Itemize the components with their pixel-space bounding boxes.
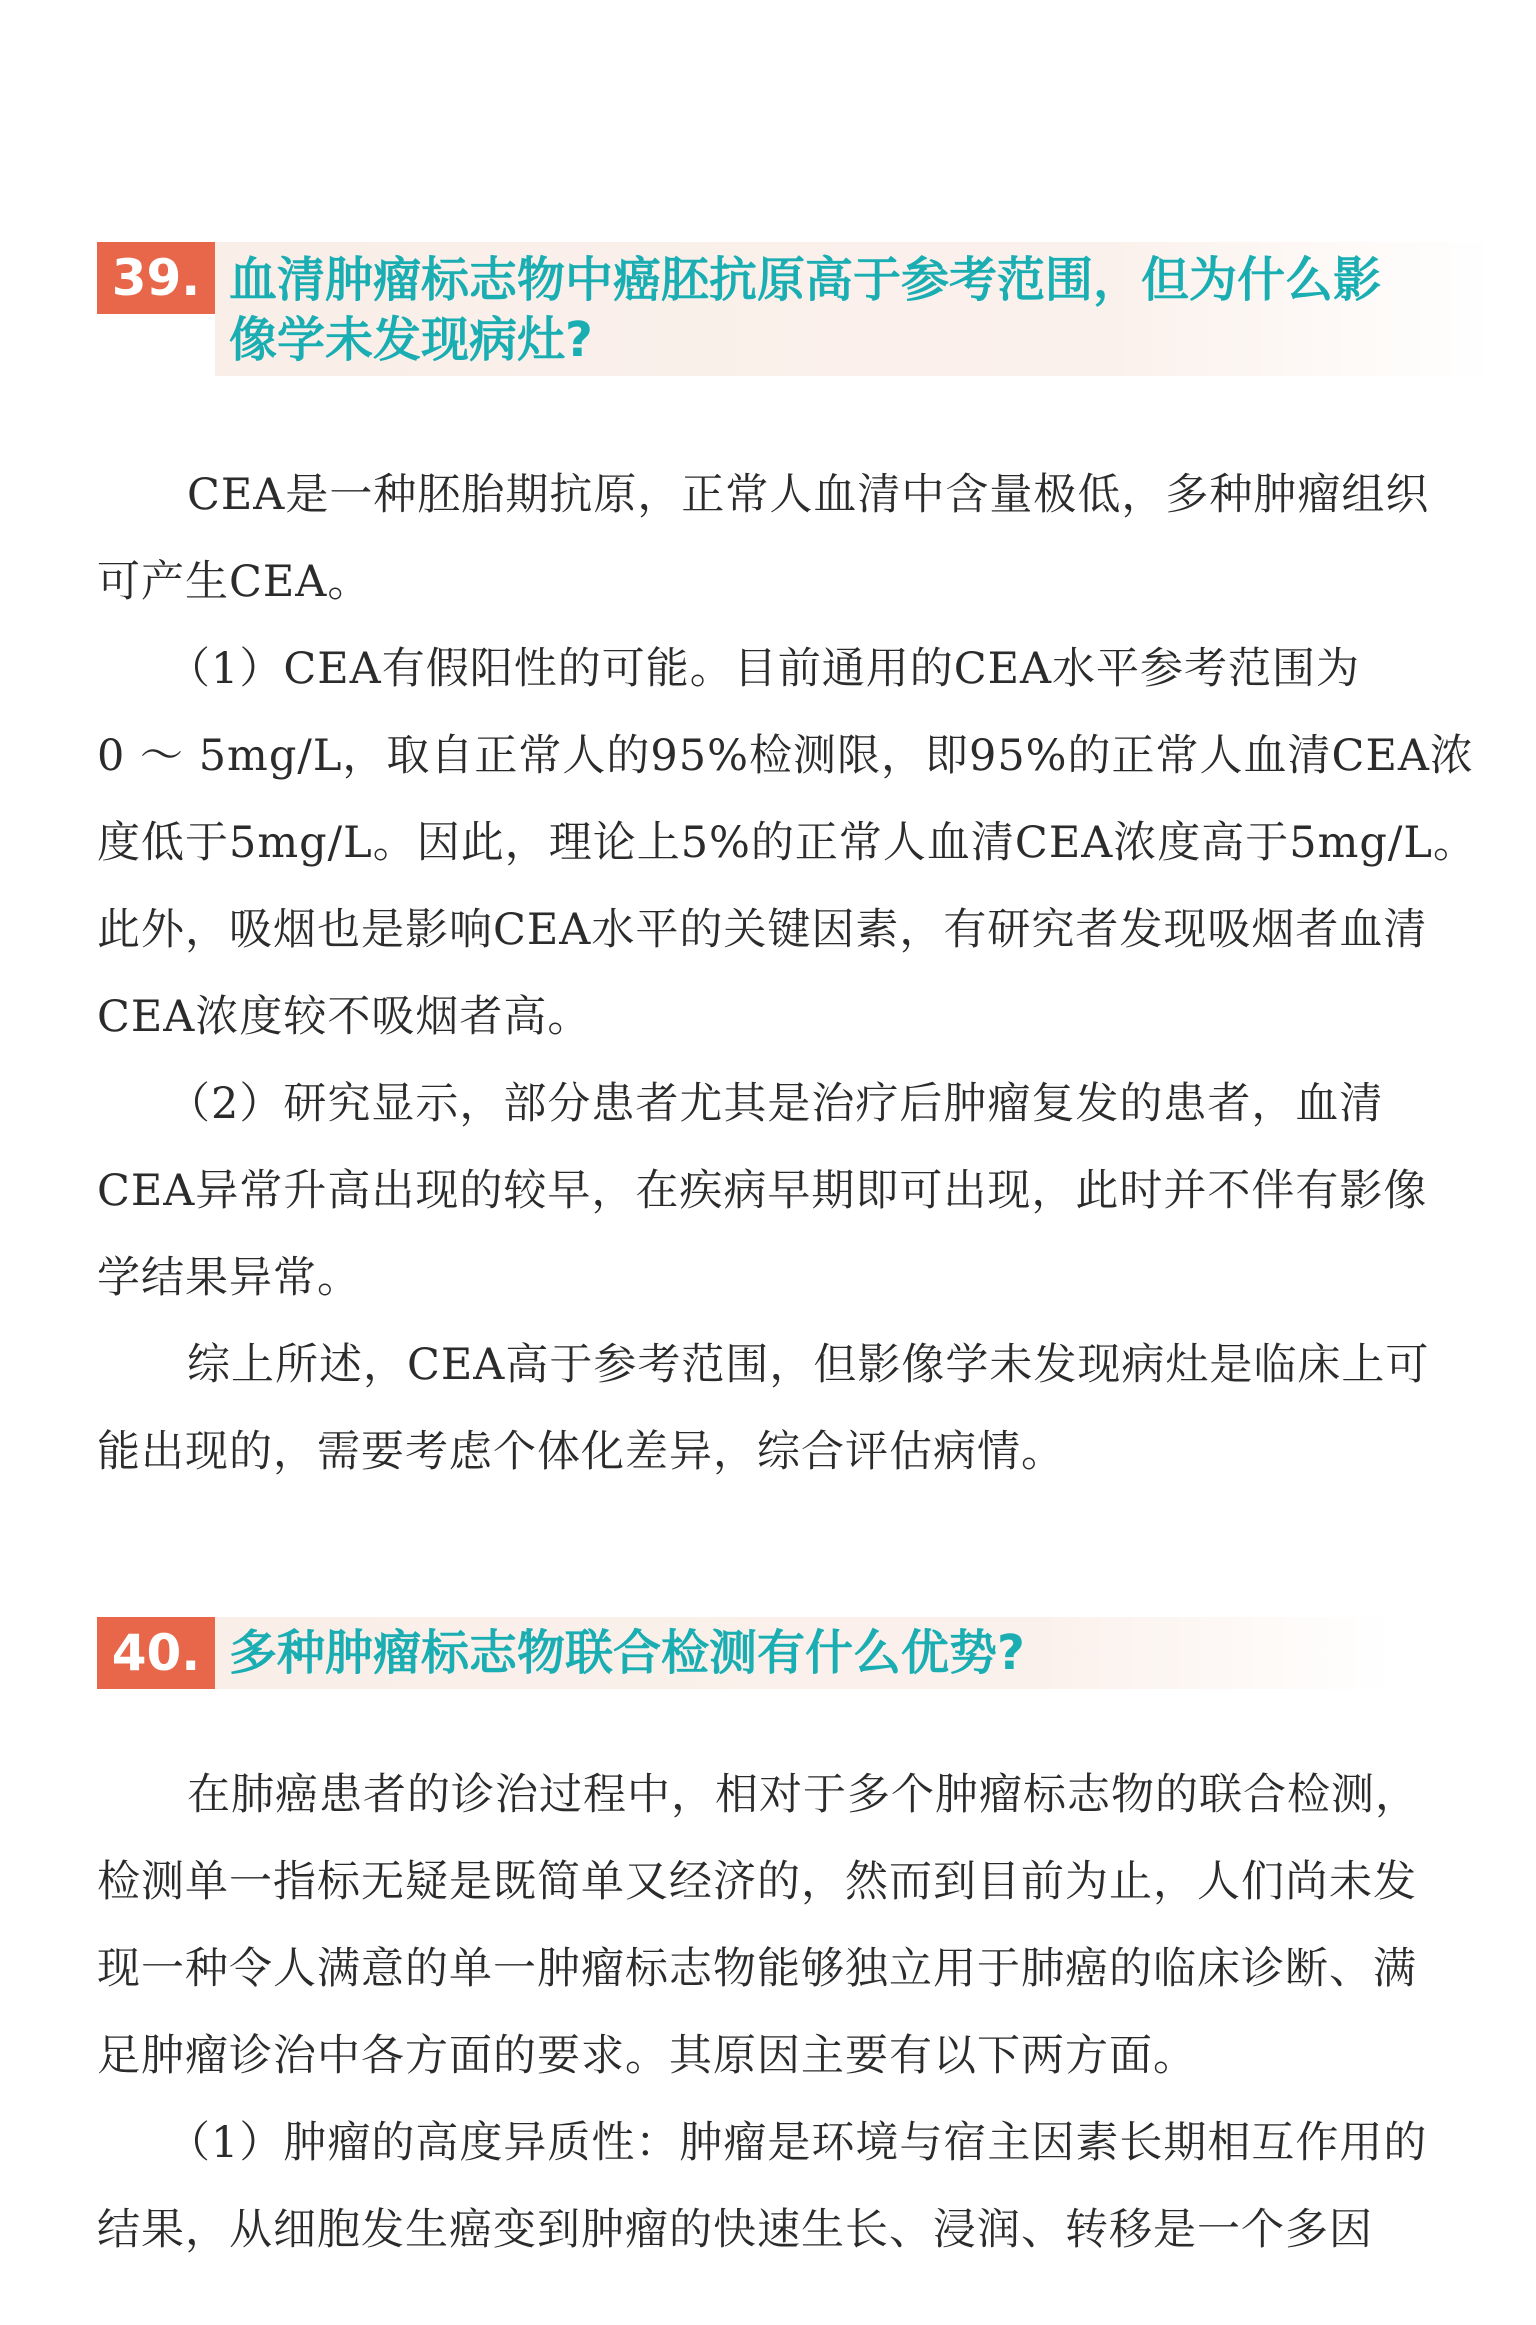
paragraph-line: 能出现的，需要考虑个体化差异，综合评估病情。 (97, 1427, 1065, 1477)
paragraph-line: 0 ～ 5mg/L，取自正常人的95%检测限，即95%的正常人血清CEA浓 (97, 731, 1474, 781)
paragraph-line: 现一种令人满意的单一肿瘤标志物能够独立用于肺癌的临床诊断、满 (97, 1944, 1417, 1994)
section-40-paragraph-1 (97, 1752, 1477, 2100)
paragraph-line: 在肺癌患者的诊治过程中，相对于多个肿瘤标志物的联合检测， (187, 1770, 1419, 1820)
paragraph-line: 综上所述，CEA高于参考范围，但影像学未发现病灶是临床上可 (187, 1340, 1430, 1390)
paragraph-line: CEA异常升高出现的较早，在疾病早期即可出现，此时并不伴有影像 (97, 1166, 1428, 1216)
paragraph-line: CEA是一种胚胎期抗原，正常人血清中含量极低，多种肿瘤组织 (187, 470, 1430, 520)
section-40-paragraph-2 (97, 2100, 1477, 2274)
section-39-paragraph-2 (97, 626, 1477, 1061)
section-39-title-line-1: 血清肿瘤标志物中癌胚抗原高于参考范围，但为什么影 (229, 252, 1382, 308)
section-39-paragraph-3 (97, 1061, 1477, 1322)
paragraph-line: 此外，吸烟也是影响CEA水平的关键因素，有研究者发现吸烟者血清 (97, 905, 1428, 955)
paragraph-line: 检测单一指标无疑是既简单又经济的，然而到目前为止，人们尚未发 (97, 1857, 1417, 1907)
paragraph-line: （1）肿瘤的高度异质性：肿瘤是环境与宿主因素长期相互作用的 (167, 2118, 1428, 2168)
paragraph-line: 足肿瘤诊治中各方面的要求。其原因主要有以下两方面。 (97, 2031, 1197, 2081)
section-39-paragraph-4 (97, 1322, 1477, 1496)
paragraph-line: 结果，从细胞发生癌变到肿瘤的快速生长、浸润、转移是一个多因 (97, 2205, 1373, 2255)
paragraph-line: 度低于5mg/L。因此，理论上5%的正常人血清CEA浓度高于5mg/L。 (97, 818, 1477, 868)
section-39-paragraph-1 (97, 452, 1477, 626)
section-40-number: 40. (97, 1617, 215, 1689)
section-39-number: 39. (97, 242, 215, 314)
paragraph-line: （1）CEA有假阳性的可能。目前通用的CEA水平参考范围为 (167, 644, 1361, 694)
paragraph-line: CEA浓度较不吸烟者高。 (97, 992, 592, 1042)
section-40-title-line-1: 多种肿瘤标志物联合检测有什么优势? (229, 1625, 1025, 1681)
paragraph-line: （2）研究显示，部分患者尤其是治疗后肿瘤复发的患者，血清 (167, 1079, 1384, 1129)
paragraph-line: 可产生CEA。 (97, 557, 372, 607)
section-39-title-line-2: 像学未发现病灶? (229, 312, 593, 368)
paragraph-line: 学结果异常。 (97, 1253, 361, 1303)
